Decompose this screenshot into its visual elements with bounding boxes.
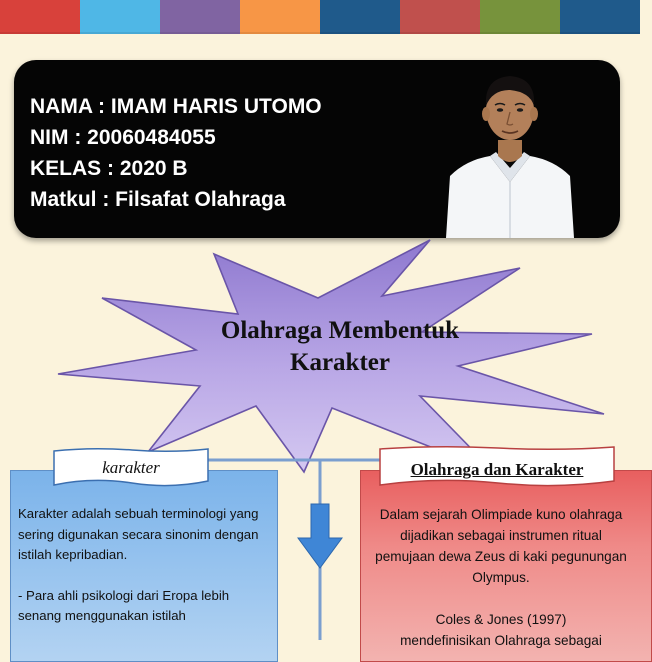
color-strip: [0, 0, 640, 34]
strip-segment: [400, 0, 480, 34]
student-photo: [446, 64, 574, 238]
strip-segment: [80, 0, 160, 34]
student-class: KELAS : 2020 B: [30, 157, 188, 180]
karakter-text: [18, 504, 270, 627]
student-id: NIM : 20060484055: [30, 126, 216, 149]
strip-segment: [160, 0, 240, 34]
title-line-1: Olahraga Membentuk: [220, 317, 460, 344]
karakter-paragraph: - Para ahli psikologi dari Eropa lebih senang menggunakan istilah: [18, 587, 230, 623]
olahraga-paragraph: mendefinisikan Olahraga sebagai: [400, 633, 602, 648]
strip-segment: [560, 0, 640, 34]
identity-info: [30, 91, 322, 215]
strip-segment: [320, 0, 400, 34]
olahraga-karakter-tab-label: Olahraga dan Karakter: [410, 460, 584, 479]
karakter-paragraph: Karakter adalah sebuah terminologi yang sering digunakan secara sinonim dengan istilah kepribadian.: [18, 506, 259, 562]
page-title: [170, 315, 510, 379]
strip-segment: [480, 0, 560, 34]
karakter-tab-label: karakter: [102, 458, 160, 477]
student-name: NAMA : IMAM HARIS UTOMO: [30, 95, 322, 118]
olahraga-karakter-text: [370, 504, 632, 651]
strip-segment: [240, 0, 320, 34]
title-line-2: Karakter: [290, 349, 390, 376]
olahraga-paragraph: Coles & Jones (1997): [435, 612, 567, 627]
course-name: Matkul : Filsafat Olahraga: [30, 188, 286, 211]
strip-segment: [0, 0, 80, 34]
olahraga-paragraph: Dalam sejarah Olimpiade kuno olahraga dijadikan sebagai instrumen ritual pemujaan dewa Zeus di kaki pegunungan Olympus.: [375, 507, 627, 585]
